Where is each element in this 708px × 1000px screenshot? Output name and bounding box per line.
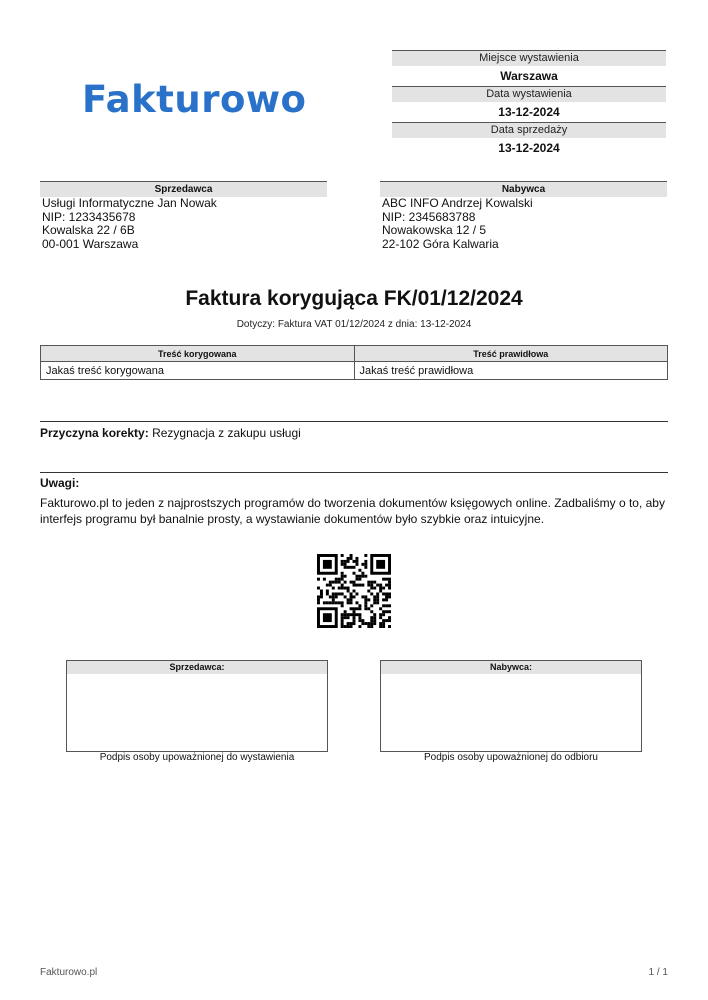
qr-code [317,554,391,628]
divider [40,421,668,422]
seller-signature-header: Sprzedawca: [67,661,327,674]
buyer-name: ABC INFO Andrzej Kowalski [382,196,533,210]
buyer-city: 22-102 Góra Kalwaria [382,236,499,251]
fakturowo-logo: Fakturowo [82,78,307,121]
table-row [41,362,668,380]
issue-date-value: 13-12-2024 [498,105,560,119]
buyer-header: Nabywca [380,181,667,197]
sale-date-value: 13-12-2024 [498,141,560,155]
footer-site: Fakturowo.pl [40,967,98,978]
seller-block [40,181,327,251]
buyer-nip: NIP: 2345683788 [382,209,476,224]
notes-label: Uwagi: [40,476,80,490]
correction-table [40,345,668,380]
issue-date-label: Data wystawienia [392,86,666,102]
seller-signature-caption: Podpis osoby upoważnionej do wystawienia [99,752,295,763]
buyer-street: Nowakowska 12 / 5 [382,223,487,237]
reason-label: Przyczyna korekty: [40,426,149,440]
seller-nip: NIP: 1233435678 [42,209,136,224]
reason-value: Rezygnacja z zakupu usługi [148,426,301,440]
correct-content-header: Treść prawidłowa [354,346,668,362]
correct-content-cell: Jakaś treść prawidłowa [354,362,668,380]
document-title: Faktura korygująca FK/01/12/2024 [185,287,523,310]
corrected-content-header: Treść korygowana [41,346,355,362]
buyer-signature-caption: Podpis osoby upoważnionej do odbioru [423,752,598,763]
buyer-block [380,181,667,251]
seller-signature-box [66,660,328,752]
seller-header: Sprzedawca [40,181,327,197]
issue-place-label: Miejsce wystawienia [392,50,666,66]
correction-reason [40,426,301,440]
document-subtitle: Dotyczy: Faktura VAT 01/12/2024 z dnia: 13-12-2024 [236,319,472,330]
invoice-meta [392,50,666,158]
notes-text: Fakturowo.pl to jeden z najprostszych programów do tworzenia dokumentów księgowych online. Zadbaliśmy o to, aby interfejs programu był banalnie prosty, a wystawianie dokumentów było szybkie oraz intuicyjne. [40,496,665,526]
seller-name: Usługi Informatyczne Jan Nowak [42,196,217,210]
divider [40,472,668,473]
sale-date-label: Data sprzedaży [392,122,666,138]
buyer-signature-header: Nabywca: [381,661,641,674]
issue-place-value: Warszawa [500,69,558,83]
corrected-content-cell: Jakaś treść korygowana [41,362,355,380]
buyer-signature-box [380,660,642,752]
seller-street: Kowalska 22 / 6B [42,223,135,237]
page-number: 1 / 1 [648,967,668,978]
seller-city: 00-001 Warszawa [42,236,139,251]
